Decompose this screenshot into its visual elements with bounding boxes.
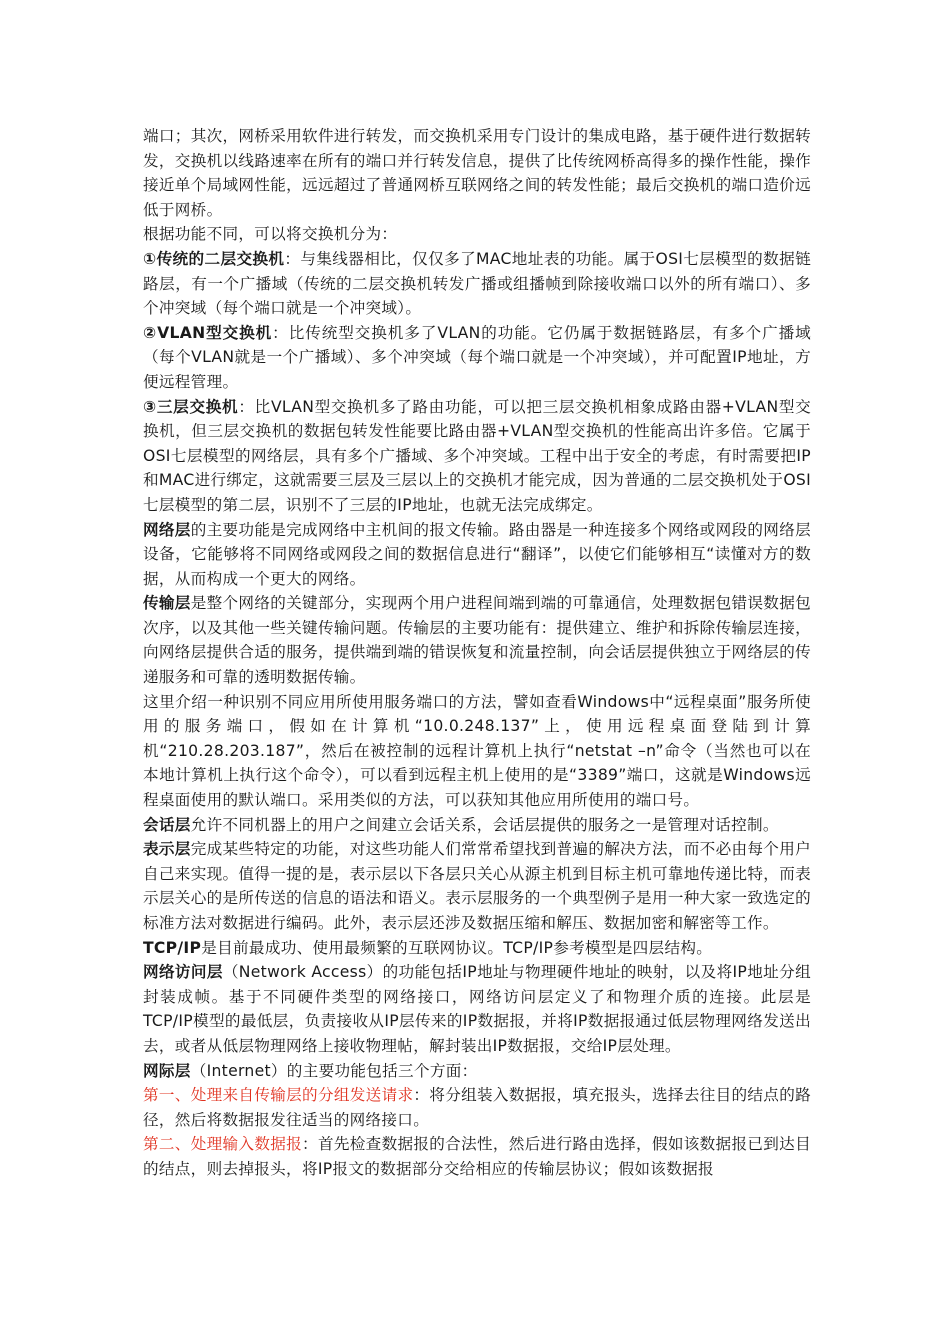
paragraph-tcpip: [143, 936, 811, 961]
bold-term: 传输层: [143, 594, 191, 613]
bold-term: 网络层: [143, 520, 191, 539]
paragraph-text: 端口；其次，网桥采用软件进行转发，而交换机采用专门设计的集成电路，基于硬件进行数据转发，交换机以线路速率在所有的端口并行转发信息，提供了比传统网桥高得多的操作性能，操作接近单个局域网性能，远远超过了普通网桥互联网络之间的转发性能；最后交换机的端口造价远低于网桥。: [143, 127, 811, 219]
paragraph-layer3: [143, 395, 811, 518]
paragraph-text: 根据功能不同，可以将交换机分为：: [143, 225, 398, 244]
paragraph-text: 完成某些特定的功能，对这些功能人们常常希望找到普遍的解决方法，而不必由每个用户自己来实现。值得一提的是，表示层以下各层只关心从源主机到目标主机可靠地传递比特，而表示层关心的是所传送的信息的语法和语义。表示层服务的一个典型例子是用一种大家一致选定的标准方法对数据进行编码。此外，表示层还涉及数据压缩和解压、数据加密和解密等工作。: [143, 840, 811, 932]
bold-term: 表示层: [143, 840, 191, 859]
paragraph-text: （Internet）的主要功能包括三个方面：: [190, 1061, 478, 1080]
paragraph-session-layer: [143, 813, 811, 838]
paragraph-internet-layer: [143, 1059, 811, 1084]
bold-term: 网络访问层: [143, 963, 223, 982]
paragraph-text: （Network Access）的功能包括IP地址与物理硬件地址的映射，以及将IP地址分组封装成帧。基于不同硬件类型的网络接口，网络访问层定义了和物理介质的连接。此层是TCP/IP模型的最低层，负责接收从IP层传来的IP数据报，并将IP数据报通过低层物理网络发送出去，或者从低层物理网络上接收物理帖，解封装出IP数据报，交给IP层处理。: [143, 963, 811, 1055]
bold-term: 网际层: [143, 1061, 191, 1080]
paragraph-first: [143, 1083, 811, 1132]
paragraph-vlan: [143, 321, 811, 395]
paragraph-second: [143, 1132, 811, 1181]
paragraph-network-access: [143, 960, 811, 1058]
highlighted-heading: 第二、处理输入数据报: [143, 1135, 303, 1154]
paragraph-layer2: [143, 247, 811, 321]
document-body: [143, 124, 811, 1182]
highlighted-heading: 第一、处理来自传输层的分组发送请求: [143, 1086, 414, 1105]
paragraph-text: 的主要功能是完成网络中主机间的报文传输。路由器是一种连接多个网络或网段的网络层设备，它能够将不同网络或网段之间的数据信息进行“翻译”，以使它们能够相互“读懂对方的数据，从而构成一个更大的网络。: [143, 520, 811, 588]
bold-term: ②VLAN型交换机: [143, 323, 273, 342]
paragraph-presentation-layer: [143, 837, 811, 935]
paragraph-text: ：比VLAN型交换机多了路由功能，可以把三层交换机相象成路由器+VLAN型交换机，但三层交换机的数据包转发性能要比路由器+VLAN型交换机的性能高出许多倍。它属于OSI七层模型的网络层，具有多个广播域、多个冲突域。工程中出于安全的考虑，有时需要把IP和MAC进行绑定，这就需要三层及三层以上的交换机才能完成，因为普通的二层交换机处于OSI七层模型的第二层，识别不了三层的IP地址，也就无法完成绑定。: [143, 397, 811, 514]
paragraph-intro: [143, 124, 811, 222]
bold-term: TCP/IP: [143, 938, 202, 957]
paragraph-text: ：首先检查数据报的合法性，然后进行路由选择，假如该数据报已到达目的结点，则去掉报头，将IP报文的数据部分交给相应的传输层协议；假如该数据报: [143, 1135, 811, 1178]
paragraph-text: ：比传统型交换机多了VLAN的功能。它仍属于数据链路层，有多个广播域（每个VLAN就是一个广播域）、多个冲突域（每个端口就是一个冲突域），并可配置IP地址，方便远程管理。: [143, 323, 812, 391]
paragraph-network-layer: [143, 518, 811, 592]
paragraph-classify: [143, 222, 811, 247]
paragraph-text: 允许不同机器上的用户之间建立会话关系，会话层提供的服务之一是管理对话控制。: [190, 815, 779, 834]
paragraph-text: 这里介绍一种识别不同应用所使用服务端口的方法，譬如查看Windows中“远程桌面”服务所使用的服务端口，假如在计算机“10.0.248.137”上，使用远程桌面登陆到计算机“210.28.203.187”，然后在被控制的远程计算机上执行“netstat –n”命令（当然也可以在本地计算机上执行这个命令），可以看到远程主机上使用的是“3389”端口，这就是Windows远程桌面使用的默认端口。采用类似的方法，可以获知其他应用所使用的端口号。: [143, 692, 811, 810]
bold-term: ③三层交换机: [143, 397, 239, 416]
paragraph-ports: [143, 690, 811, 813]
paragraph-text: 是整个网络的关键部分，实现两个用户进程间端到端的可靠通信，处理数据包错误数据包次序，以及其他一些关键传输问题。传输层的主要功能有：提供建立、维护和拆除传输层连接，向网络层提供合适的服务，提供端到端的错误恢复和流量控制，向会话层提供独立于网络层的传递服务和可靠的透明数据传输。: [143, 594, 811, 687]
paragraph-text: ：将分组装入数据报，填充报头，选择去往目的结点的路径，然后将数据报发往适当的网络接口。: [143, 1086, 811, 1129]
bold-term: 会话层: [143, 815, 191, 834]
bold-term: ①传统的二层交换机: [143, 249, 285, 268]
paragraph-text: 是目前最成功、使用最频繁的互联网协议。TCP/IP参考模型是四层结构。: [201, 938, 713, 957]
paragraph-text: ：与集线器相比，仅仅多了MAC地址表的功能。属于OSI七层模型的数据链路层，有一个广播域（传统的二层交换机转发广播或组播帧到除接收端口以外的所有端口）、多个冲突域（每个端口就是一个冲突域）。: [143, 249, 811, 318]
paragraph-transport-layer: [143, 591, 811, 689]
